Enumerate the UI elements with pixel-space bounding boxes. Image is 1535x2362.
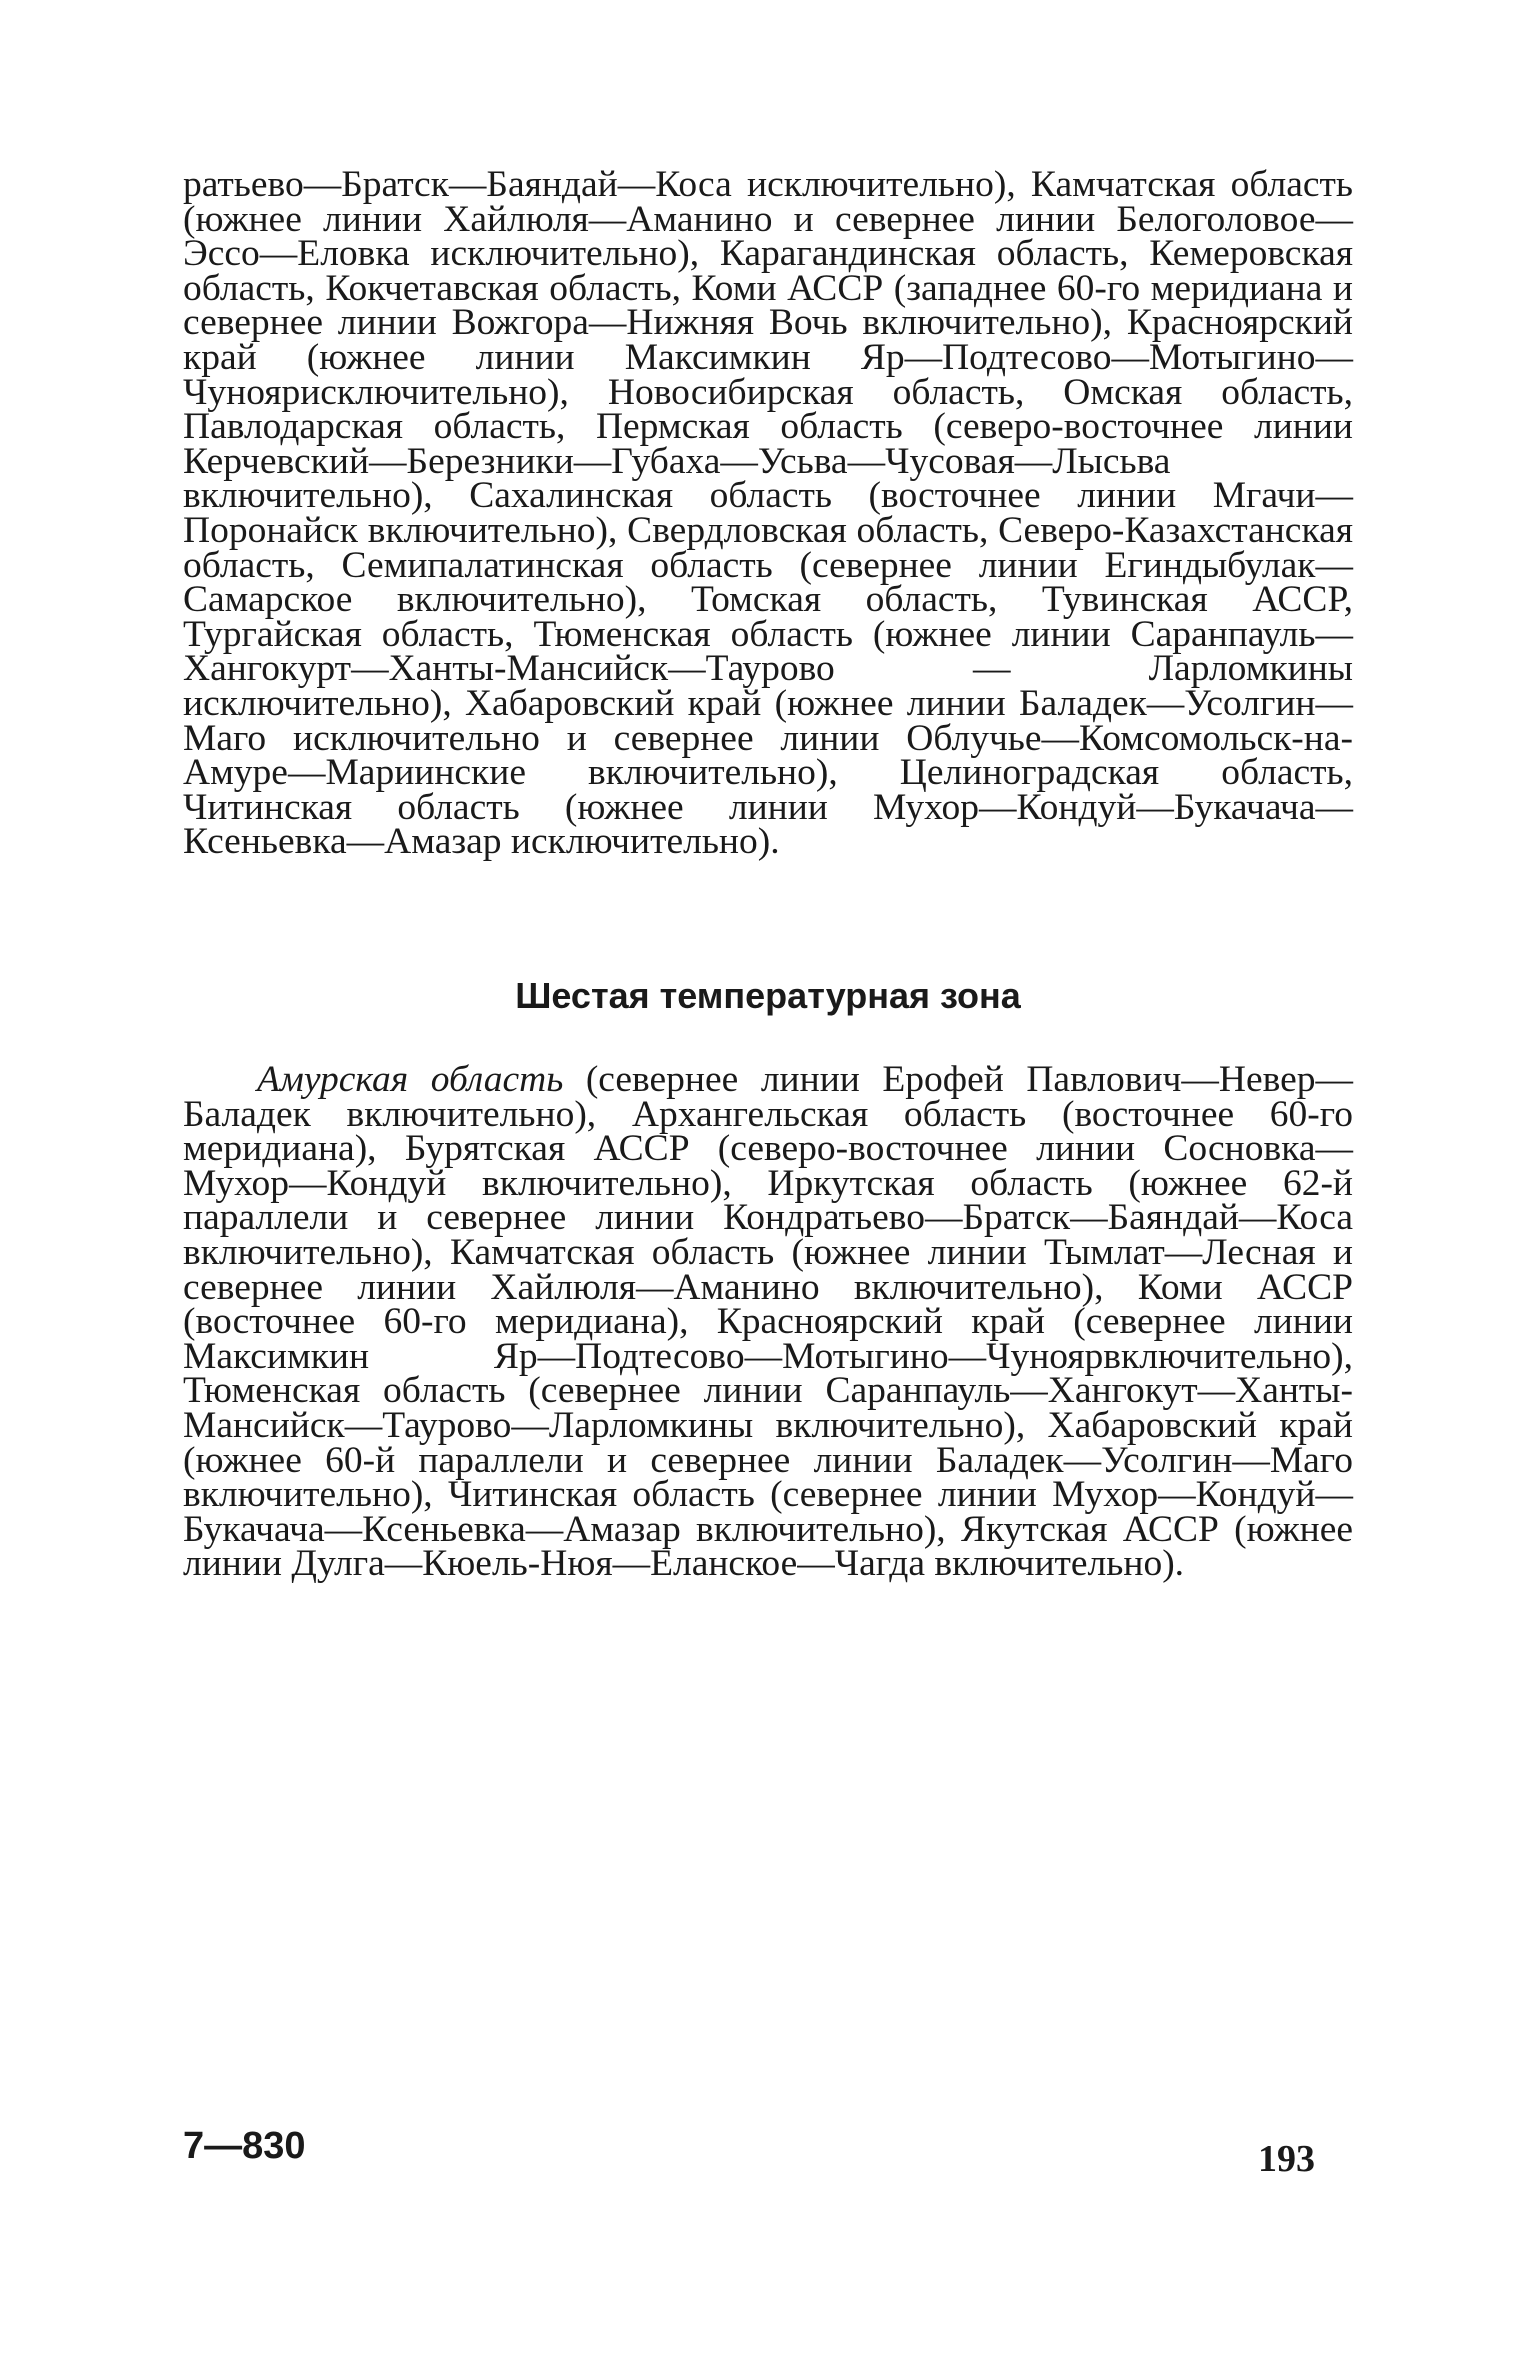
paragraph-zone-six xyxy=(183,1059,1353,1585)
paragraph-zone-six-text: (севернее линии Ерофей Павлович—Невер—Баладек включительно), Архангельская область (восточнее 60-го меридиана), Бурятская АССР (северо-восточнее линии Сосновка—Мухор—Кондуй включительно), Иркутская область (южнее 62-й параллели и севернее линии Кондратьево—Братск—Баяндай—Коса включительно), Камчатская область (южнее линии Тымлат—Лесная и севернее линии Хайлюля—Аманино включительно), Коми АССР (восточнее 60-го меридиана), Красноярский край (севернее линии Максимкин Яр—Подтесово—Мотыгино—Чуноярвключительно), Тюменская область (севернее линии Саранпауль—Хангокут—Ханты-Мансийск—Таурово—Ларломкины включительно), Хабаровский край (южнее 60-й параллели и севернее линии Баладек—Усолгин—Маго включительно), Читинская область (севернее линии Мухор—Кондуй—Букачача—Ксеньевка—Амазар включительно), Якутская АССР (южнее линии Дулга—Кюель-Нюя—Еланское—Чагда включительно). xyxy=(183,1059,1353,1585)
page-body xyxy=(183,164,1353,1585)
paragraph-zone-six-lead: Амурская область xyxy=(257,1059,564,1100)
page-number: 193 xyxy=(1258,2138,1315,2180)
paragraph-zone-five-continued: ратьево—Братск—Баяндай—Коса исключительно), Камчатская область (южнее линии Хайлюля—Аманино и севернее линии Белоголовое—Эссо—Еловка исключительно), Карагандинская область, Кемеровская область, Кокчетавская область, Коми АССР (западнее 60-го меридиана и севернее линии Вожгора—Нижняя Вочь включительно), Красноярский край (южнее линии Максимкин Яр—Подтесово—Мотыгино—Чуноярисключительно), Новосибирская область, Омская область, Павлодарская область, Пермская область (северо-восточнее линии Керчевский—Березники—Губаха—Усьва—Чусовая—Лысьва включительно), Сахалинская область (восточнее линии Мгачи—Поронайск включительно), Свердловская область, Северо-Казахстанская область, Семипалатинская область (севернее линии Егиндыбулак—Самарское включительно), Томская область, Тувинская АССР, Тургайская область, Тюменская область (южнее линии Саранпауль—Хангокурт—Ханты-Мансийск—Таурово — Ларломкины исключительно), Хабаровский край (южнее линии Баладек—Усолгин—Маго исключительно и севернее линии Облучье—Комсомольск-на-Амуре—Мариинские включительно), Целиноградская область, Читинская область (южнее линии Мухор—Кондуй—Букачача—Ксеньевка—Амазар исключительно). xyxy=(183,164,1353,863)
zone-six-block xyxy=(183,1059,1353,1585)
printer-signature: 7—830 xyxy=(183,2125,306,2167)
section-heading: Шестая температурная зона xyxy=(515,975,1021,1016)
